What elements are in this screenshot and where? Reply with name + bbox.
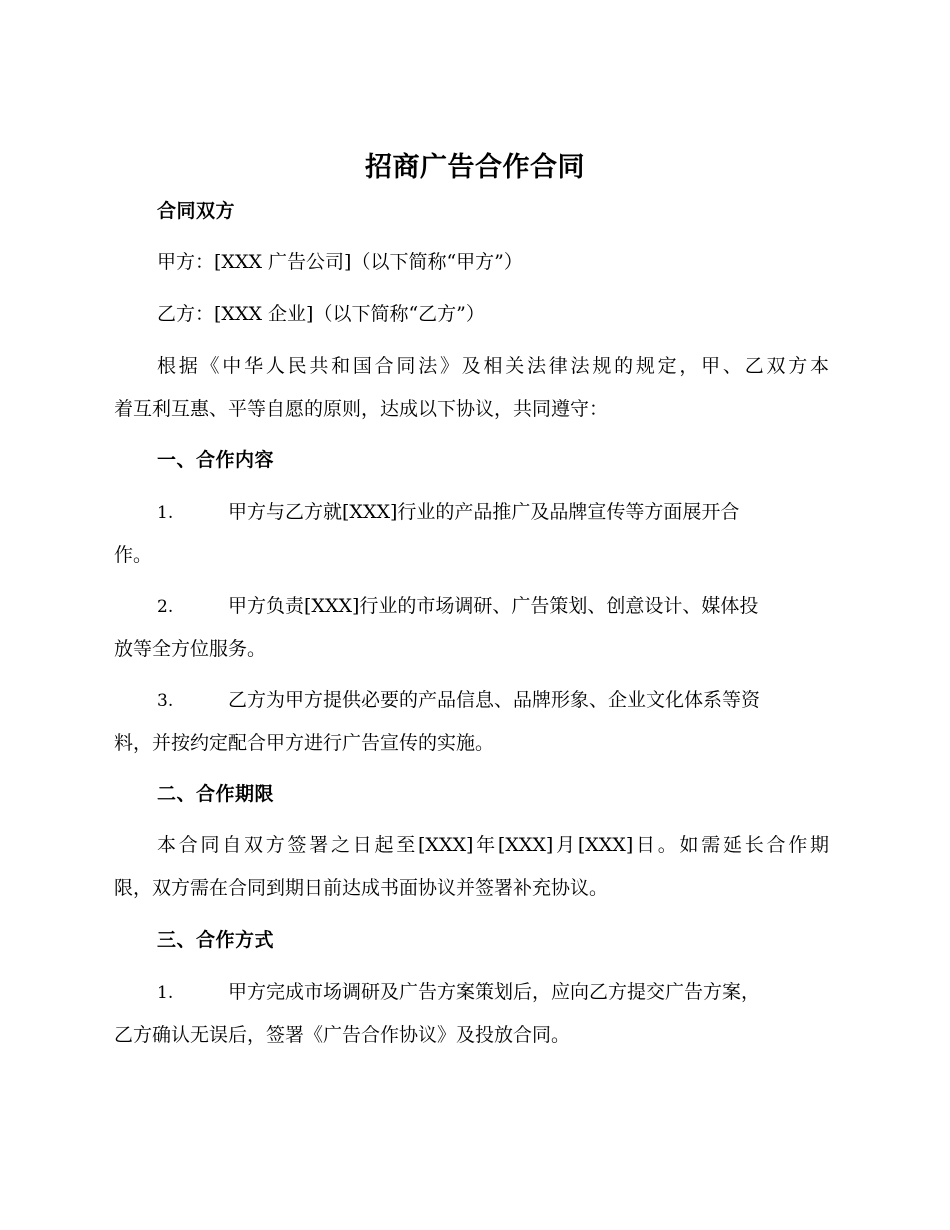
section1-item-2	[157, 592, 758, 621]
section1-heading: 一、合作内容	[157, 449, 275, 471]
section2-heading: 二、合作期限	[157, 783, 275, 805]
section3-heading: 三、合作方式	[157, 929, 275, 951]
item-number: 1.	[157, 503, 174, 523]
item-text: 甲方负责[XXX]行业的市场调研、广告策划、创意设计、媒体投	[228, 595, 759, 617]
section2-line-1: 本合同自双方签署之日起至[XXX]年[XXX]月[XXX]日。如需延长合作期	[157, 834, 829, 856]
party-b-line: 乙方：[XXX 企业]（以下简称“乙方”）	[157, 303, 485, 325]
item-number: 3.	[157, 691, 174, 711]
section1-item-1	[157, 498, 739, 527]
item-text: 甲方与乙方就[XXX]行业的产品推广及品牌宣传等方面展开合	[228, 501, 740, 523]
item-number: 1.	[157, 983, 174, 1003]
section2-line-2: 限，双方需在合同到期日前达成书面协议并签署补充协议。	[114, 877, 609, 899]
section1-item-2-cont: 放等全方位服务。	[114, 638, 267, 660]
document-title: 招商广告合作合同	[365, 152, 585, 183]
section3-item-1-cont: 乙方确认无误后，签署《广告合作协议》及投放合同。	[114, 1024, 571, 1046]
parties-heading: 合同双方	[157, 200, 236, 222]
section1-item-1-cont: 作。	[114, 544, 153, 566]
section1-item-3-cont: 料，并按约定配合甲方进行广告宣传的实施。	[114, 732, 495, 754]
section3-item-1	[157, 978, 760, 1007]
section1-item-3	[157, 686, 760, 715]
item-text: 甲方完成市场调研及广告方案策划后，应向乙方提交广告方案，	[228, 981, 761, 1003]
party-a-line: 甲方：[XXX 广告公司]（以下简称“甲方”）	[157, 251, 523, 273]
item-text: 乙方为甲方提供必要的产品信息、品牌形象、企业文化体系等资	[228, 689, 761, 711]
item-number: 2.	[157, 597, 174, 617]
preamble-line-2: 着互利互惠、平等自愿的原则，达成以下协议，共同遵守：	[114, 398, 609, 420]
preamble-line-1: 根据《中华人民共和国合同法》及相关法律法规的规定，甲、乙双方本	[157, 355, 829, 377]
